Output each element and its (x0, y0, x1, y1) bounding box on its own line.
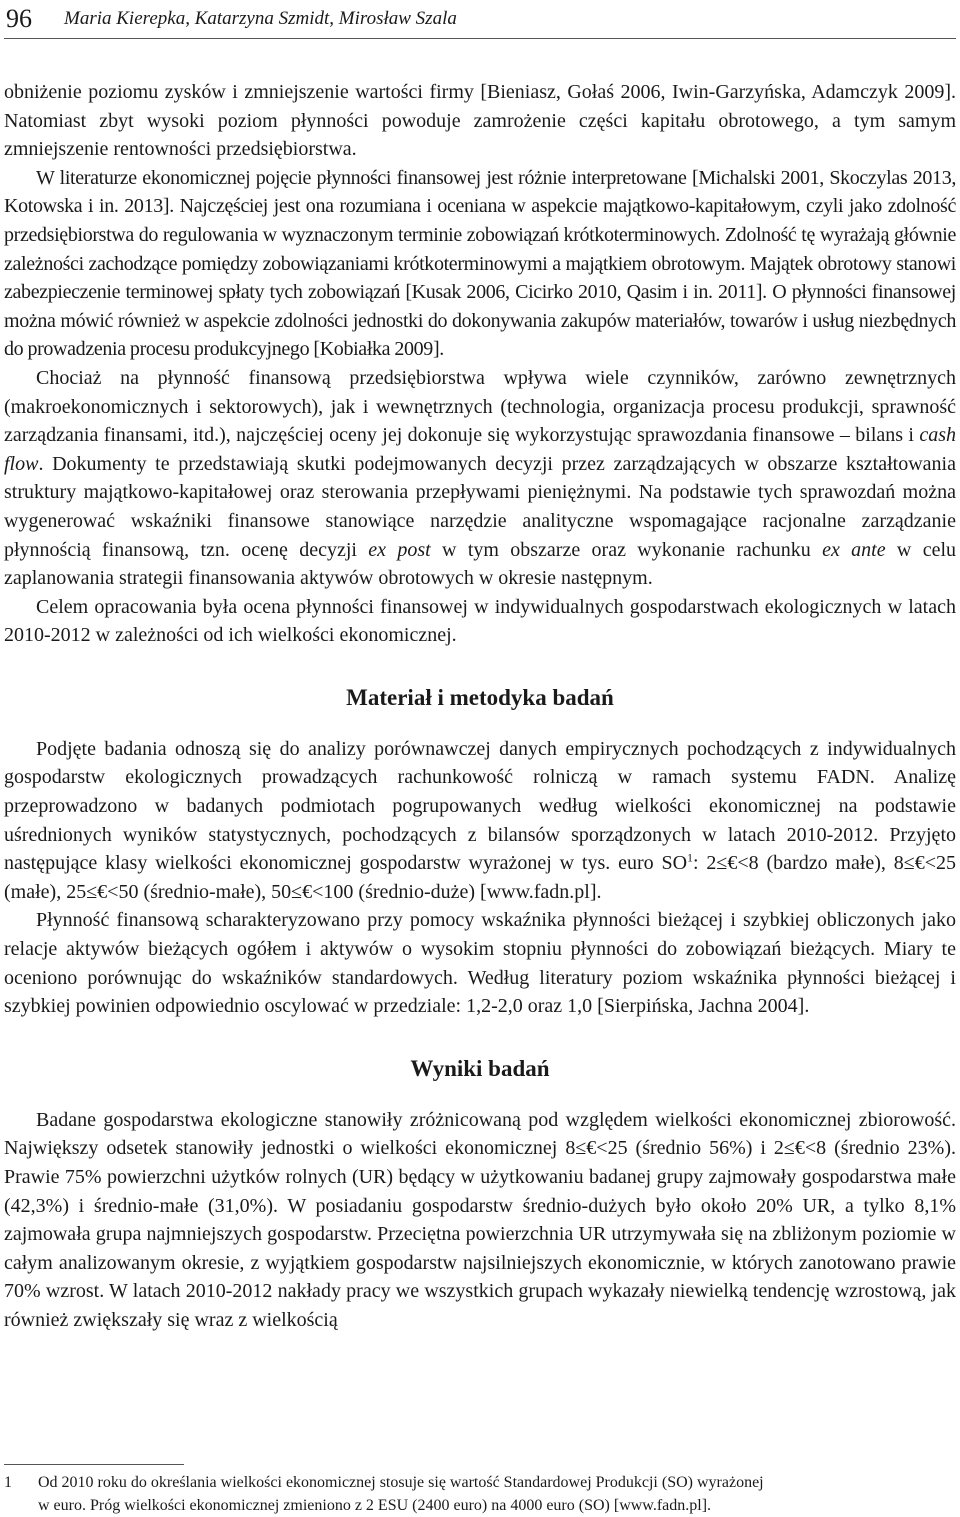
paragraph-5-text-b: : 2≤€<8 (bardzo małe), 8≤€<25 (małe), 25≤€<50 (średnio-małe), 50≤€<100 (średnio-duże) [www.fadn.pl]. (4, 852, 956, 903)
paragraph-2: W literaturze ekonomicznej pojęcie płynności finansowej jest różnie interpretowane [Michalski 2001, Skoczylas 2013, Kotowska i in. 2013]. Najczęściej jest ona rozumiana i oceniana w aspekcie majątkowo-kapitałowym, czyli jako zdolność przedsiębiorstwa do regulowania w wyznaczonym terminie zobowiązań krótkoterminowych. Zdolność tę wyrażają głównie zależności zachodzące pomiędzy zobowiązaniami krótkoterminowymi a majątkiem obrotowym. Majątek obrotowy stanowi zabezpieczenie terminowej spłaty tych zobowiązań [Kusak 2006, Cicirko 2010, Qasim i in. 2011]. O płynności finansowej można mówić również w aspekcie zdolności jednostki do dokonywania zakupów materiałów, towarów i usług niezbędnych do prowadzenia procesu produkcyjnego [Kobiałka 2009]. (4, 166, 956, 361)
footnote-divider (4, 1464, 184, 1465)
term-ex-post: ex post (368, 538, 431, 561)
footnote (4, 1471, 956, 1517)
paragraph-4: Celem opracowania była ocena płynności finansowej w indywidualnych gospodarstwach ekologicznych w latach 2010-2012 w zależności od ich wielkości ekonomicznej. (4, 595, 956, 647)
section-heading-results: Wyniki badań (410, 1055, 550, 1081)
running-header-authors: Maria Kierepka, Katarzyna Szmidt, Mirosław Szala (64, 8, 457, 29)
paragraph-3-text-a: Chociaż na płynność finansową przedsiębiorstwa wpływa wiele czynników, zarówno zewnętrznych (makroekonomicznych i sektorowych), jak i wewnętrznych (technologia, organizacja procesu produkcji, sprawność zarządzania finansami, itd.), najczęściej oceny jej dokonuje się wykorzystując sprawozdania finansowe – bilans i (4, 366, 956, 447)
footnote-line-1 (4, 1471, 956, 1494)
term-ex-ante: ex ante (822, 538, 886, 561)
paragraph-5-text-a: Podjęte badania odnoszą się do analizy porównawczej danych empirycznych pochodzących z indywidualnych gospodarstw ekologicznych prowadzących rachunkowość rolniczą w ramach systemu FADN. Analizę przeprowadzono w badanych podmiotach pogrupowanych według wielkości ekonomicznej na podstawie uśrednionych wyników statystycznych, pochodzących z bilansów sporządzonych w latach 2010-2012. Przyjęto następujące klasy wielkości ekonomicznej gospodarstw wyrażonej w tys. euro SO (4, 737, 956, 875)
paragraph-5 (4, 735, 956, 907)
footnote-line-2: w euro. Próg wielkości ekonomicznej zmieniono z 2 ESU (2400 euro) na 4000 euro (SO) [www.fadn.pl]. (38, 1497, 712, 1514)
footnote-reference: 1 (687, 850, 694, 865)
term-cash-flow: cash flow (4, 424, 956, 475)
paragraph-3-text-b: . Dokumenty te przedstawiają skutki podejmowanych decyzji przez zarządzających w obszarze kształtowania struktury majątkowo-kapitałowej oraz sterowania przepływami pieniężnymi. Na podstawie tych sprawozdań można wygenerować wskaźniki finansowe stanowiące narzędzie analityczne wspomagające racjonalne zarządzanie płynnością finansową, tzn. ocenę decyzji (4, 452, 956, 561)
paragraph-6: Płynność finansową scharakteryzowano przy pomocy wskaźnika płynności bieżącej i szybkiej obliczonych jako relacje aktywów bieżących ogółem i aktywów o wysokim stopniu płynności do zobowiązań bieżących. Miary te oceniono porównując do wskaźników standardowych. Według literatury poziom wskaźnika płynności bieżącej i szybkiej powinien odpowiednio oscylować w przedziale: 1,2-2,0 oraz 1,0 [Sierpińska, Jachna 2004]. (4, 909, 956, 1018)
page-number: 96 (6, 4, 32, 33)
paragraph-1: obniżenie poziomu zysków i zmniejszenie wartości firmy [Bieniasz, Gołaś 2006, Iwin-Garzyńska, Adamczyk 2009]. Natomiast zbyt wysoki poziom płynności powoduje zamrożenie części kapitału obrotowego, a tym samym zmniejszenie rentowności przedsiębiorstwa. (4, 81, 956, 161)
section-heading-methods: Materiał i metodyka badań (346, 684, 614, 710)
body-text (4, 78, 956, 1335)
footnote-text-1: Od 2010 roku do określania wielkości ekonomicznej stosuje się wartość Standardowej Produkcji (SO) wyrażonej (38, 1474, 764, 1491)
footnote-number: 1 (4, 1474, 12, 1491)
paragraph-3-text-c: w tym obszarze oraz wykonanie rachunku (430, 538, 823, 561)
paragraph-3-text-d: w celu zaplanowania strategii finansowania aktywów obrotowych w okresie następnym. (4, 538, 957, 590)
paragraph-7: Badane gospodarstwa ekologiczne stanowiły zróżnicowaną pod względem wielkości ekonomicznej zbiorowość. Największy odsetek stanowiły jednostki o wielkości ekonomicznej 8≤€<25 (średnio 56%) i 2≤€<8 (średnio 23%). Prawie 75% powierzchni użytków rolnych (UR) będący w użytkowaniu badanej grupy zajmowały gospodarstwa małe (42,3%) i średnio-małe (31,0%). W posiadaniu gospodarstw średnio-dużych było około 20% UR, a tylko 8,1% zajmowała grupa najmniejszych gospodarstw. Przeciętna powierzchnia UR utrzymywała się na zbliżonym poziomie w całym analizowanym okresie, z wyjątkiem gospodarstw najsilniejszych ekonomicznie, w których zanotowano prawie 70% wzrost. W latach 2010-2012 nakłady pracy we wszystkich grupach wykazały niewielką tendencję wzrostową, jak również zwiększały się wraz z wielkością (4, 1108, 956, 1331)
running-header (4, 0, 956, 39)
paragraph-3 (4, 364, 956, 593)
